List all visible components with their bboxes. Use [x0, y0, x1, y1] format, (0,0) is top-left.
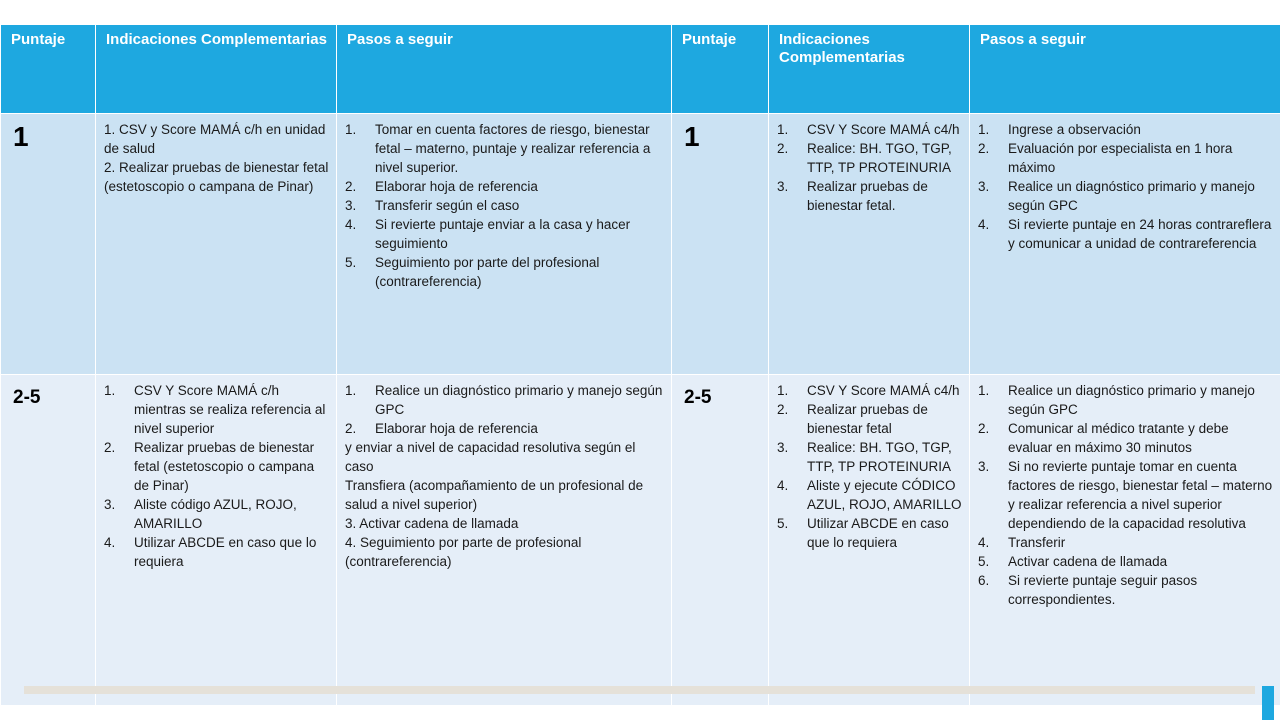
list-item: [104, 533, 330, 571]
list-item-number: 2.: [777, 402, 789, 417]
cell-paragraph: 3. Activar cadena de llamada: [345, 516, 519, 531]
list-item: [978, 533, 1274, 552]
table-row: [1, 114, 1280, 375]
header-puntaje: Puntaje: [1, 25, 96, 114]
list-item-text: Realice: BH. TGO, TGP, TTP, TP PROTEINURIA: [807, 440, 952, 474]
list-item: [777, 438, 963, 476]
list-item-number: 2.: [978, 141, 990, 156]
list-item-number: 5.: [978, 554, 990, 569]
list-item: [345, 120, 665, 177]
list-item-text: Utilizar ABCDE en caso que lo requiera: [807, 516, 949, 550]
list-item: [777, 400, 963, 438]
list-item-number: 4.: [978, 535, 990, 550]
list-item-number: 1.: [345, 383, 357, 398]
list-item-text: Transferir según el caso: [375, 198, 520, 213]
list-item-number: 1.: [345, 122, 357, 137]
step-list: [345, 120, 665, 291]
step-list: [777, 381, 963, 552]
list-item-number: 1.: [978, 122, 990, 137]
cell-paragraph: 2. Realizar pruebas de bienestar fetal (estetoscopio o campana de Pinar): [104, 160, 329, 194]
list-item-text: Si revierte puntaje en 24 horas contrareflera y comunicar a unidad de contrareferencia: [1008, 217, 1272, 251]
list-item-text: Realizar pruebas de bienestar fetal: [807, 402, 928, 436]
header-row: [1, 25, 1280, 114]
list-item-number: 1.: [777, 383, 789, 398]
list-item-number: 4.: [777, 478, 789, 493]
list-item-text: CSV Y Score MAMÁ c4/h: [807, 122, 960, 137]
list-item: [777, 476, 963, 514]
list-item-text: Transferir: [1008, 535, 1066, 550]
step-list: [777, 120, 963, 215]
list-item: [345, 381, 665, 419]
list-item-number: 3.: [978, 179, 990, 194]
list-item-number: 2.: [345, 179, 357, 194]
header-puntaje-2: Puntaje: [672, 25, 769, 114]
list-item: [978, 571, 1274, 609]
list-item: [978, 457, 1274, 533]
list-item: [777, 177, 963, 215]
score-cell: 2-5: [672, 375, 769, 706]
cell-paragraph: Transfiera (acompañamiento de un profesional de salud a nivel superior): [345, 478, 644, 512]
indicaciones-cell: [769, 114, 970, 375]
list-item-number: 3.: [345, 198, 357, 213]
list-item: [978, 215, 1274, 253]
accent-bar: [1262, 686, 1274, 720]
pasos-cell: [337, 375, 672, 706]
list-item-text: Realice un diagnóstico primario y manejo según GPC: [375, 383, 663, 417]
score-cell: 2-5: [1, 375, 96, 706]
list-item-text: Si revierte puntaje enviar a la casa y hacer seguimiento: [375, 217, 631, 251]
list-item-text: Aliste código AZUL, ROJO, AMARILLO: [134, 497, 297, 531]
list-item-text: Si revierte puntaje seguir pasos correspondientes.: [1008, 573, 1198, 607]
list-item-number: 5.: [777, 516, 789, 531]
list-item-number: 5.: [345, 255, 357, 270]
list-item-number: 2.: [777, 141, 789, 156]
pasos-cell: [337, 114, 672, 375]
pasos-cell: [970, 114, 1280, 375]
score-cell: 1: [1, 114, 96, 375]
list-item-number: 3.: [777, 179, 789, 194]
list-item-text: Realizar pruebas de bienestar fetal.: [807, 179, 928, 213]
list-item: [777, 514, 963, 552]
list-item-number: 1.: [978, 383, 990, 398]
list-item: [978, 552, 1274, 571]
list-item: [345, 177, 665, 196]
list-item-text: Tomar en cuenta factores de riesgo, bienestar fetal – materno, puntaje y realizar referencia a nivel superior.: [375, 122, 651, 175]
table-row: [1, 375, 1280, 706]
list-item: [777, 139, 963, 177]
list-item: [345, 215, 665, 253]
cell-paragraph: 1. CSV y Score MAMÁ c/h en unidad de salud: [104, 122, 326, 156]
header-pasos-2: Pasos a seguir: [970, 25, 1280, 114]
list-item: [345, 419, 665, 438]
list-item: [104, 438, 330, 495]
list-item-number: 1.: [104, 383, 116, 398]
list-item-text: Comunicar al médico tratante y debe evaluar en máximo 30 minutos: [1008, 421, 1229, 455]
step-list: [978, 381, 1274, 609]
list-item: [978, 139, 1274, 177]
list-item: [978, 419, 1274, 457]
indicaciones-cell: [96, 114, 337, 375]
list-item-number: 2.: [104, 440, 116, 455]
list-item-number: 6.: [978, 573, 990, 588]
list-item-text: Seguimiento por parte del profesional (contrareferencia): [375, 255, 600, 289]
list-item-text: Aliste y ejecute CÓDICO AZUL, ROJO, AMARILLO: [807, 478, 962, 512]
list-item: [104, 381, 330, 438]
list-item-number: 4.: [104, 535, 116, 550]
list-item: [777, 120, 963, 139]
list-item-number: 3.: [978, 459, 990, 474]
list-item: [345, 253, 665, 291]
list-item-number: 3.: [104, 497, 116, 512]
list-item-number: 2.: [978, 421, 990, 436]
list-item-text: Activar cadena de llamada: [1008, 554, 1168, 569]
header-pasos: Pasos a seguir: [337, 25, 672, 114]
list-item: [777, 381, 963, 400]
footer-divider: [24, 686, 1255, 694]
list-item: [978, 120, 1274, 139]
list-item-number: 2.: [345, 421, 357, 436]
list-item-number: 4.: [345, 217, 357, 232]
list-item-number: 1.: [777, 122, 789, 137]
list-item: [978, 381, 1274, 419]
cell-paragraph: y enviar a nivel de capacidad resolutiva según el caso: [345, 440, 636, 474]
list-item-text: Realice un diagnóstico primario y manejo según GPC: [1008, 179, 1255, 213]
indicaciones-cell: [769, 375, 970, 706]
score-table: [0, 24, 1280, 706]
list-item: [345, 196, 665, 215]
list-item-text: Ingrese a observación: [1008, 122, 1141, 137]
list-item-text: Elaborar hoja de referencia: [375, 179, 538, 194]
list-item-number: 3.: [777, 440, 789, 455]
list-item-text: Utilizar ABCDE en caso que lo requiera: [134, 535, 317, 569]
list-item-text: Realice: BH. TGO, TGP, TTP, TP PROTEINURIA: [807, 141, 952, 175]
header-indicaciones-2: Indicaciones Complementarias: [769, 25, 970, 114]
list-item-text: Evaluación por especialista en 1 hora máximo: [1008, 141, 1233, 175]
step-list: [978, 120, 1274, 253]
list-item-number: 4.: [978, 217, 990, 232]
list-item: [104, 495, 330, 533]
score-cell: 1: [672, 114, 769, 375]
list-item-text: Si no revierte puntaje tomar en cuenta factores de riesgo, bienestar fetal – materno y realizar referencia a nivel superior dependiendo de la capacidad resolutiva: [1008, 459, 1273, 531]
cell-paragraph: 4. Seguimiento por parte de profesional (contrareferencia): [345, 535, 582, 569]
list-item-text: CSV Y Score MAMÁ c/h mientras se realiza referencia al nivel superior: [134, 383, 326, 436]
header-indicaciones: Indicaciones Complementarias: [96, 25, 337, 114]
step-list: [104, 381, 330, 571]
list-item-text: Realice un diagnóstico primario y manejo según GPC: [1008, 383, 1255, 417]
pasos-cell: [970, 375, 1280, 706]
list-item-text: Realizar pruebas de bienestar fetal (estetoscopio o campana de Pinar): [134, 440, 315, 493]
list-item-text: Elaborar hoja de referencia: [375, 421, 538, 436]
step-list: [345, 381, 665, 571]
list-item: [978, 177, 1274, 215]
list-item-text: CSV Y Score MAMÁ c4/h: [807, 383, 960, 398]
indicaciones-cell: [96, 375, 337, 706]
